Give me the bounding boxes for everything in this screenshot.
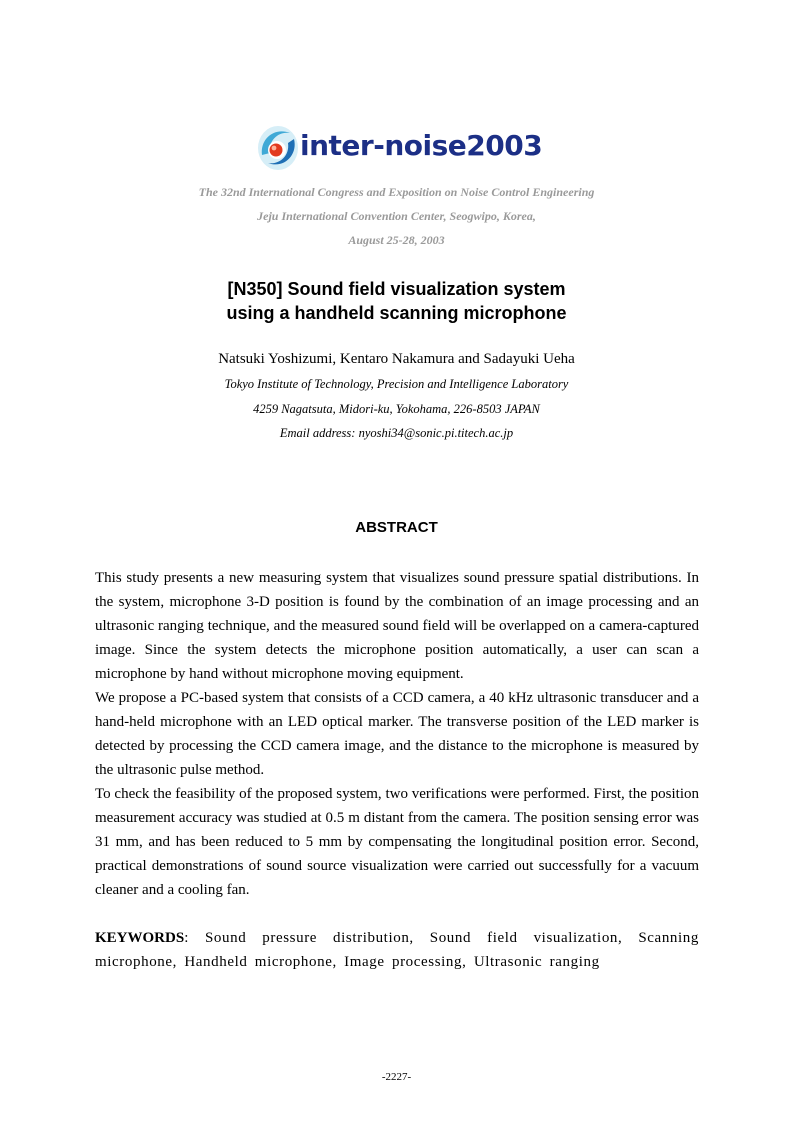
abstract-heading: ABSTRACT [355, 519, 438, 536]
paper-title-line1: [N350] Sound field visualization system [227, 279, 566, 299]
conference-logo [254, 121, 544, 177]
logo-text: inter-noise2003 [300, 129, 543, 162]
conference-dates: August 25-28, 2003 [348, 233, 445, 247]
abstract-paragraph: We propose a PC-based system that consists of a CCD camera, a 40 kHz ultrasonic transducer and a hand-held microphone with an LED optical marker. The transverse position of the LED marker is detected by processing the CCD camera image, and the distance to the microphone is measured by the ultrasonic pulse method. [95, 690, 699, 778]
paper-authors: Natsuki Yoshizumi, Kentaro Nakamura and Sadayuki Ueha [218, 351, 575, 367]
globe-swirl-icon [254, 121, 300, 177]
conference-name: The 32nd International Congress and Exposition on Noise Control Engineering [198, 185, 595, 199]
abstract-paragraph: To check the feasibility of the proposed system, two verifications were performed. First, the position measurement accuracy was studied at 0.5 m distant from the camera. The position sensing error was 31 mm, and has been reduced to 5 mm by compensating the longitudinal position error. Second, practical demonstrations of sound source visualization were carried out successfully for a vacuum cleaner and a cooling fan. [95, 786, 699, 898]
keywords-section [95, 926, 699, 974]
paper-address: 4259 Nagatsuta, Midori-ku, Yokohama, 226-8503 JAPAN [253, 402, 540, 416]
paper-email: Email address: nyoshi34@sonic.pi.titech.ac.jp [279, 426, 514, 440]
conference-venue: Jeju International Convention Center, Seogwipo, Korea, [257, 209, 536, 223]
abstract-body [95, 566, 699, 902]
page-number: -2227- [381, 1071, 412, 1083]
keywords-list: : Sound pressure distribution, Sound field visualization, Scanning microphone, Handheld microphone, Image processing, Ultrasonic ranging [95, 930, 699, 970]
paper-affiliation: Tokyo Institute of Technology, Precision and Intelligence Laboratory [224, 377, 569, 391]
keywords-label: KEYWORDS [95, 930, 185, 946]
paper-title-line2: using a handheld scanning microphone [226, 303, 567, 323]
abstract-paragraph: This study presents a new measuring system that visualizes sound pressure spatial distributions. In the system, microphone 3-D position is found by the combination of an image processing and an ultrasonic ranging technique, and the measured sound field will be overlapped on a camera-captured image. Since the system detects the microphone position automatically, a user can scan a microphone by hand without microphone moving equipment. [95, 570, 699, 682]
